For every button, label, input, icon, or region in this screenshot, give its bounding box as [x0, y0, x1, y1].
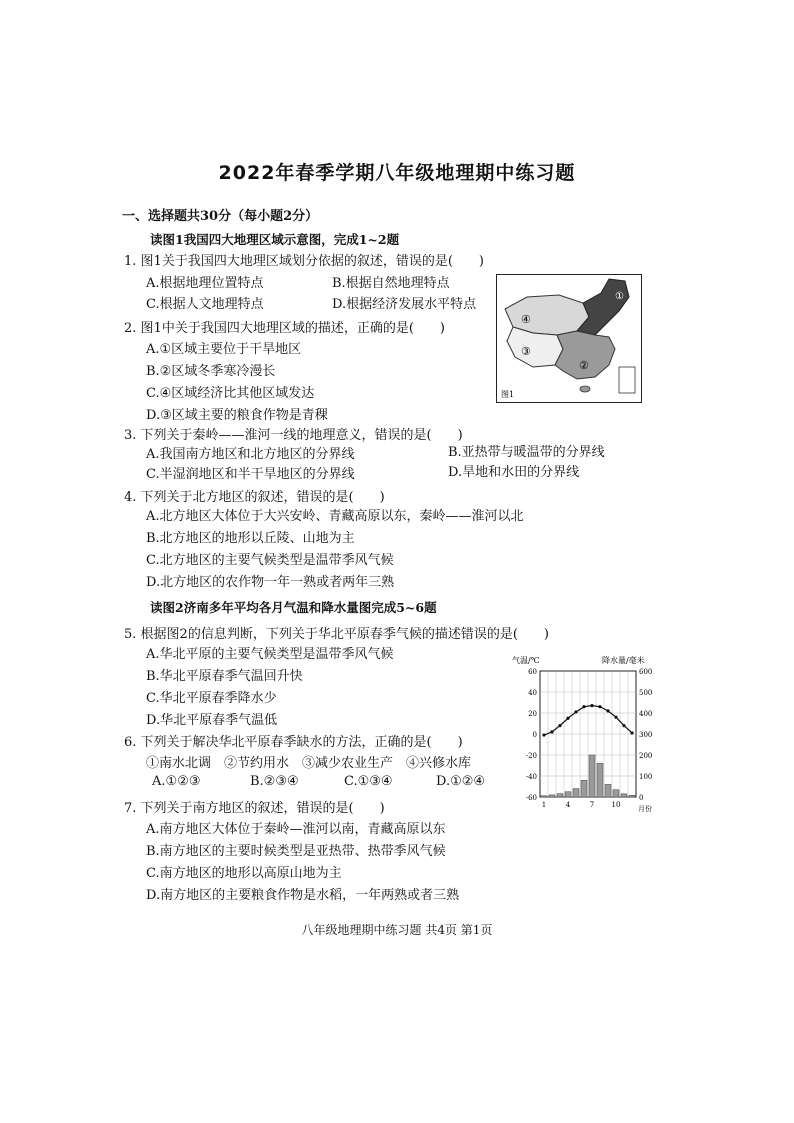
- q5-option-a: A.华北平原的主要气候类型是温带季风气候: [146, 647, 394, 662]
- precip-tick-label: 0: [639, 794, 644, 802]
- precip-tick-label: 400: [639, 710, 653, 718]
- q2-option-c: C.④区域经济比其他区域发达: [146, 386, 315, 401]
- q2-option-b: B.②区域冬季寒冷漫长: [146, 364, 276, 379]
- q1-option-b: B.根据自然地理特点: [332, 276, 450, 291]
- temperature-point: [558, 724, 561, 727]
- question-3: 3. 下列关于秦岭——淮河一线的地理意义，错误的是( ): [124, 428, 463, 443]
- region-3-label: ③: [521, 345, 531, 358]
- precip-tick-label: 200: [639, 752, 653, 760]
- question-1: 1. 图1关于我国四大地理区域划分依据的叙述，错误的是( ): [124, 254, 484, 269]
- temp-tick-label: 20: [528, 710, 537, 718]
- precip-bar: [597, 763, 603, 797]
- q4-option-d: D.北方地区的农作物一年一熟或者两年三熟: [146, 575, 395, 590]
- temp-tick-label: -20: [525, 752, 537, 760]
- figure-2-climate-chart: [510, 655, 660, 815]
- temperature-point: [542, 733, 545, 736]
- china-regions-map: [497, 275, 641, 402]
- q3-option-d: D.旱地和水田的分界线: [448, 465, 580, 480]
- q1-option-c: C.根据人文地理特点: [146, 297, 264, 312]
- temperature-point: [598, 705, 601, 708]
- temp-tick-label: 0: [532, 731, 537, 739]
- question-6: 6. 下列关于解决华北平原春季缺水的方法，正确的是( ): [124, 735, 463, 750]
- q5-option-c: C.华北平原春季降水少: [146, 691, 277, 706]
- precip-bar: [629, 795, 635, 797]
- temp-axis-label: 气温/℃: [512, 656, 540, 665]
- temp-tick-label: 60: [528, 668, 537, 676]
- x-axis-label: 月份: [638, 805, 652, 813]
- region-1-shape: [577, 279, 629, 335]
- instruction-2: 读图2济南多年平均各月气温和降水量图完成5~6题: [150, 600, 437, 615]
- temperature-point: [574, 710, 577, 713]
- precip-bar: [605, 784, 611, 797]
- q3-option-b: B.亚热带与暖温带的分界线: [448, 445, 605, 460]
- temp-tick-label: 40: [528, 689, 537, 697]
- figure-1-map: [496, 274, 642, 403]
- question-5: 5. 根据图2的信息判断，下列关于华北平原春季气候的描述错误的是( ): [124, 627, 549, 642]
- q7-option-a: A.南方地区大体位于秦岭—淮河以南，青藏高原以东: [146, 822, 446, 837]
- region-4-label: ④: [521, 313, 531, 326]
- q5-option-b: B.华北平原春季气温回升快: [146, 669, 303, 684]
- temperature-point: [622, 724, 625, 727]
- precip-bar: [565, 792, 571, 797]
- q1-option-a: A.根据地理位置特点: [146, 276, 264, 291]
- q6-option-d: D.①②④: [436, 774, 486, 789]
- q3-option-a: A.我国南方地区和北方地区的分界线: [146, 447, 355, 462]
- precip-bar: [573, 789, 579, 797]
- precip-bar: [621, 794, 627, 797]
- q7-option-c: C.南方地区的地形以高原山地为主: [146, 866, 342, 881]
- precip-tick-label: 600: [639, 668, 653, 676]
- question-2: 2. 图1中关于我国四大地理区域的描述，正确的是( ): [124, 321, 445, 336]
- precip-tick-label: 500: [639, 689, 653, 697]
- precip-bar: [613, 790, 619, 797]
- page-footer: 八年级地理期中练习题 共4页 第1页: [301, 923, 493, 937]
- q2-option-a: A.①区域主要位于干旱地区: [146, 342, 302, 357]
- temperature-point: [550, 730, 553, 733]
- q6-option-c: C.①③④: [344, 774, 393, 789]
- question-4: 4. 下列关于北方地区的叙述，错误的是( ): [124, 490, 385, 505]
- temperature-point: [630, 731, 633, 734]
- instruction-1: 读图1我国四大地理区域示意图，完成1~2题: [150, 232, 400, 247]
- island-shape: [580, 386, 590, 392]
- region-2-label: ②: [579, 359, 589, 372]
- page-title: 2022年春季学期八年级地理期中练习题: [218, 162, 576, 184]
- q6-option-a: A.①②③: [152, 774, 201, 789]
- precip-bar: [581, 780, 587, 797]
- month-tick-label: 10: [611, 801, 621, 809]
- temperature-point: [582, 705, 585, 708]
- q3-option-c: C.半湿润地区和半干旱地区的分界线: [146, 467, 355, 482]
- month-tick-label: 7: [589, 801, 595, 809]
- temp-tick-label: -60: [525, 794, 537, 802]
- q6-option-b: B.②③④: [250, 774, 299, 789]
- precip-tick-label: 300: [639, 731, 653, 739]
- precip-bar: [549, 795, 555, 797]
- precip-bar: [541, 796, 547, 797]
- month-tick-label: 1: [541, 801, 547, 809]
- temperature-point: [606, 709, 609, 712]
- q5-option-d: D.华北平原春季气温低: [146, 713, 278, 728]
- temperature-point: [590, 704, 593, 707]
- precip-tick-label: 100: [639, 773, 653, 781]
- precip-bar: [557, 794, 563, 797]
- inset-box: [619, 367, 635, 393]
- q4-option-a: A.北方地区大体位于大兴安岭、青藏高原以东，秦岭——淮河以北: [146, 509, 524, 524]
- q7-option-d: D.南方地区的主要粮食作物是水稻，一年两熟或者三熟: [146, 888, 460, 903]
- q2-option-d: D.③区域主要的粮食作物是青稞: [146, 408, 328, 423]
- climate-chart-svg: [510, 655, 660, 815]
- precip-axis-label: 降水量/毫米: [602, 656, 645, 665]
- q7-option-b: B.南方地区的主要时候类型是亚热带、热带季风气候: [146, 844, 446, 859]
- map-figure-label: 图1: [501, 390, 515, 399]
- q4-option-c: C.北方地区的主要气候类型是温带季风气候: [146, 553, 394, 568]
- q4-option-b: B.北方地区的地形以丘陵、山地为主: [146, 531, 355, 546]
- region-1-label: ①: [615, 291, 624, 302]
- month-tick-label: 4: [565, 801, 571, 809]
- q6-statements: ①南水北调 ②节约用水 ③减少农业生产 ④兴修水库: [146, 756, 472, 771]
- precip-bar: [589, 755, 595, 797]
- section-heading: 一、选择题共30分（每小题2分）: [122, 209, 319, 224]
- temp-tick-label: -40: [525, 773, 537, 781]
- temperature-point: [614, 716, 617, 719]
- q1-option-d: D.根据经济发展水平特点: [332, 297, 477, 312]
- question-7: 7. 下列关于南方地区的叙述，错误的是( ): [124, 801, 385, 816]
- temperature-point: [566, 717, 569, 720]
